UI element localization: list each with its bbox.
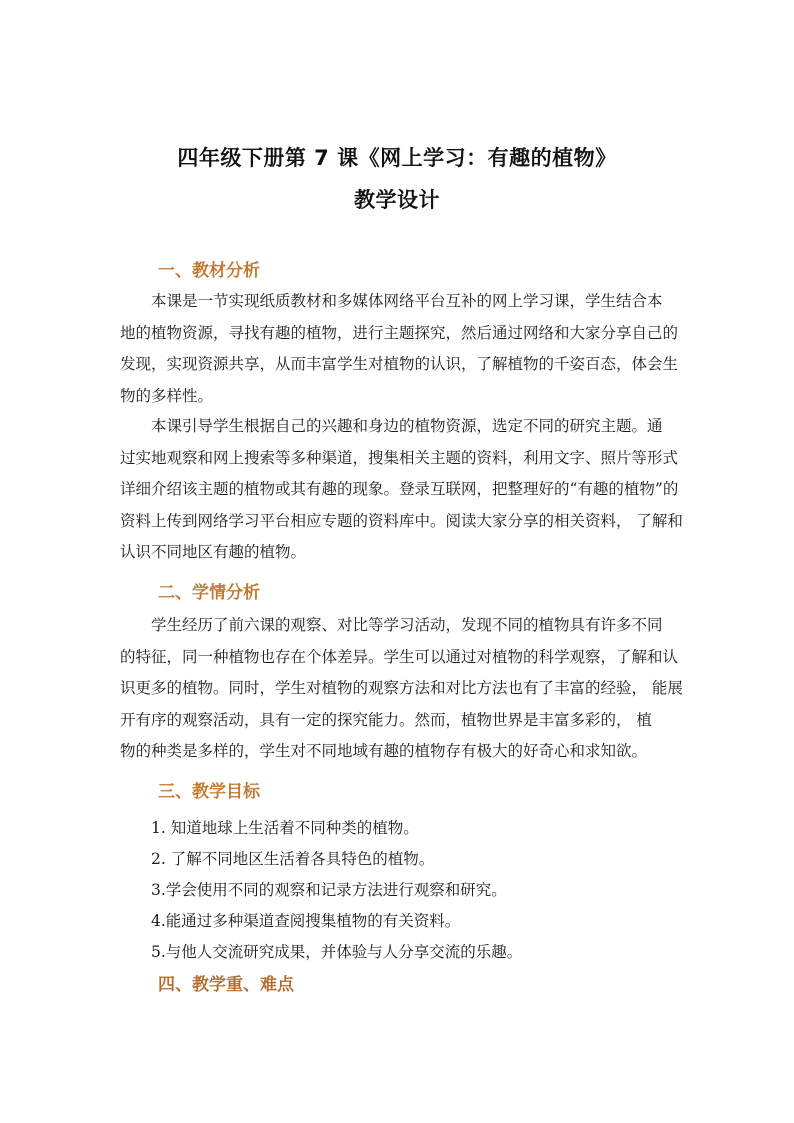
goal-item: 3.学会使用不同的观察和记录方法进行观察和研究。 <box>151 881 507 899</box>
paragraph-line: 地的植物资源，寻找有趣的植物，进行主题探究，然后通过网络和大家分享自己的 <box>120 323 679 342</box>
goal-item: 1. 知道地球上生活着不同种类的植物。 <box>151 819 419 837</box>
paragraph-textbook-analysis-1 <box>120 286 680 412</box>
paragraph-line: 物的多样性。 <box>120 386 214 405</box>
document-title: 四年级下册第 7 课《网上学习：有趣的植物》 <box>177 146 617 170</box>
section-heading-teaching-goals: 三、教学目标 <box>158 782 260 802</box>
paragraph-textbook-analysis-2 <box>120 411 683 569</box>
section-heading-student-analysis: 二、学情分析 <box>158 583 260 603</box>
paragraph-student-analysis <box>120 610 683 768</box>
paragraph-line: 过实地观察和网上搜索等多种渠道，搜集相关主题的资料，利用文字、照片等形式 <box>120 448 679 467</box>
goal-item: 4.能通过多种渠道查阅搜集植物的有关资料。 <box>151 912 461 930</box>
goal-item: 2. 了解不同地区生活着各具特色的植物。 <box>151 850 435 868</box>
document-subtitle: 教学设计 <box>354 188 440 212</box>
paragraph-line: 认识不同地区有趣的植物。 <box>120 543 307 561</box>
paragraph-line: 识更多的植物。同时，学生对植物的观察方法和对比方法也有了丰富的经验， 能展 <box>120 679 683 697</box>
paragraph-line: 资料上传到网络学习平台相应专题的资料库中。阅读大家分享的相关资料， 了解和 <box>120 511 683 530</box>
paragraph-line: 详细介绍该主题的植物或其有趣的现象。登录互联网，把整理好的“有趣的植物”的 <box>120 480 679 498</box>
paragraph-line: 本课是一节实现纸质教材和多媒体网络平台互补的网上学习课，学生结合本 <box>151 292 663 310</box>
section-heading-textbook-analysis: 一、教材分析 <box>158 261 260 281</box>
paragraph-line: 学生经历了前六课的观察、对比等学习活动，发现不同的植物具有许多不同 <box>151 616 663 634</box>
goal-item: 5.与他人交流研究成果，并体验与人分享交流的乐趣。 <box>151 943 523 961</box>
section-heading-key-difficulties: 四、教学重、难点 <box>158 975 294 995</box>
paragraph-line: 物的种类是多样的，学生对不同地域有趣的植物存有极大的好奇心和求知欲。 <box>120 742 648 760</box>
paragraph-line: 本课引导学生根据自己的兴趣和身边的植物资源，选定不同的研究主题。通 <box>151 417 663 435</box>
paragraph-line: 的特征，同一种植物也存在个体差异。学生可以通过对植物的科学观察，了解和认 <box>120 647 679 666</box>
paragraph-line: 开有序的观察活动，具有一定的探究能力。然而，植物世界是丰富多彩的， 植 <box>120 710 652 729</box>
paragraph-line: 发现，实现资源共享，从而丰富学生对植物的认识，了解植物的千姿百态，体会生 <box>120 355 679 373</box>
